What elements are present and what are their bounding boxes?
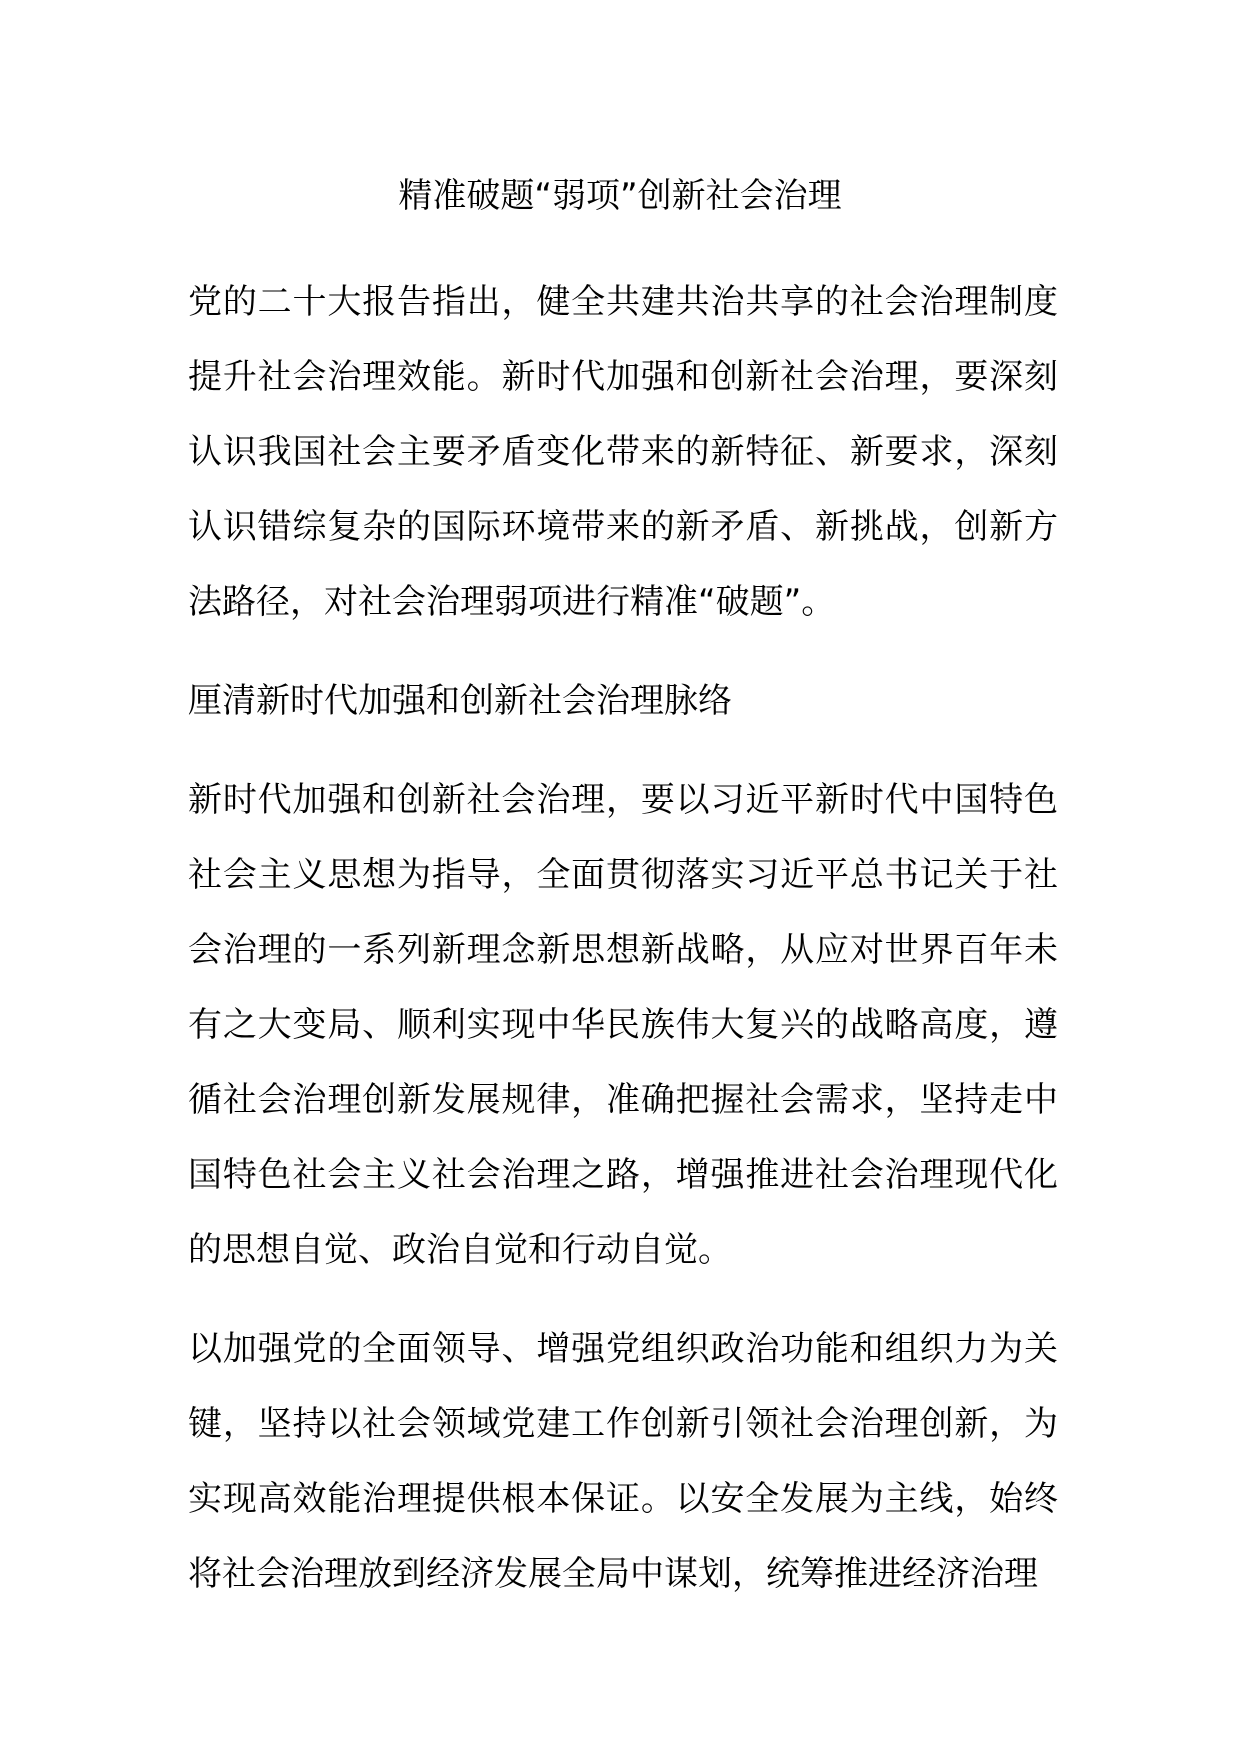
paragraph-intro: 党的二十大报告指出，健全共建共治共享的社会治理制度提升社会治理效能。新时代加强和创新社会治理，要深刻认识我国社会主要矛盾变化带来的新特征、新要求，深刻认识错综复杂的国际环境带来的新矛盾、新挑战，创新方法路径，对社会治理弱项进行精准“破题”。 [188, 282, 1058, 622]
section-heading: 厘清新时代加强和创新社会治理脉络 [188, 681, 732, 721]
document-body [188, 265, 1058, 1636]
paragraph-guidance: 新时代加强和创新社会治理，要以习近平新时代中国特色社会主义思想为指导，全面贯彻落实习近平总书记关于社会治理的一系列新理念新思想新战略，从应对世界百年未有之大变局、顺利实现中华民族伟大复兴的战略高度，遵循社会治理创新发展规律，准确把握社会需求，坚持走中国特色社会主义社会治理之路，增强推进社会治理现代化的思想自觉、政治自觉和行动自觉。 [188, 780, 1058, 1270]
document-title: 精准破题“弱项”创新社会治理 [398, 176, 842, 216]
paragraph-leadership: 以加强党的全面领导、增强党组织政治功能和组织力为关键，坚持以社会领域党建工作创新引领社会治理创新，为实现高效能治理提供根本保证。以安全发展为主线，始终将社会治理放到经济发展全局中谋划，统筹推进经济治理 [188, 1329, 1058, 1594]
